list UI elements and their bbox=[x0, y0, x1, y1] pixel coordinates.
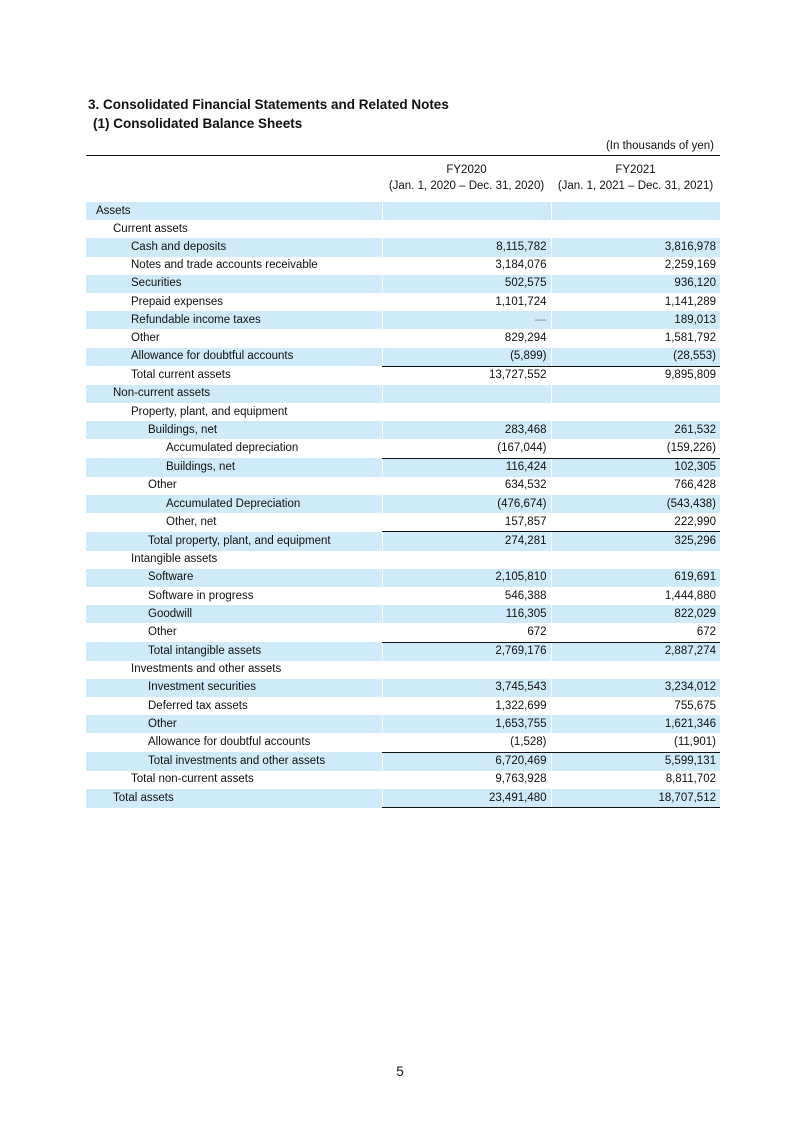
value-fy2021: 8,811,702 bbox=[551, 771, 720, 789]
value-fy2021: 3,234,012 bbox=[551, 679, 720, 697]
table-row bbox=[86, 275, 720, 293]
value-fy2020: 672 bbox=[382, 623, 551, 642]
value-fy2020: 283,468 bbox=[382, 421, 551, 439]
value-fy2020: 116,424 bbox=[382, 458, 551, 477]
value-fy2021: 222,990 bbox=[551, 513, 720, 532]
row-label: Property, plant, and equipment bbox=[131, 405, 288, 418]
row-label: Goodwill bbox=[86, 605, 382, 623]
value-fy2020: 2,105,810 bbox=[382, 569, 551, 587]
value-fy2021: 619,691 bbox=[551, 569, 720, 587]
value-fy2021: 1,581,792 bbox=[551, 329, 720, 347]
value-fy2021 bbox=[551, 220, 720, 238]
table-row bbox=[86, 403, 720, 421]
value-fy2020: 274,281 bbox=[382, 532, 551, 551]
table-row bbox=[86, 642, 720, 661]
section-heading: 3. Consolidated Financial Statements and Related Notes bbox=[88, 97, 449, 112]
row-label: Accumulated depreciation bbox=[166, 442, 299, 455]
row-label: Other bbox=[148, 479, 177, 492]
value-fy2021 bbox=[551, 385, 720, 403]
value-fy2020: 157,857 bbox=[382, 513, 551, 532]
row-label: Investments and other assets bbox=[131, 663, 282, 676]
row-label: Deferred tax assets bbox=[148, 699, 248, 712]
value-fy2021: 1,621,346 bbox=[551, 715, 720, 733]
row-label: Allowance for doubtful accounts bbox=[148, 736, 311, 749]
row-label: Software bbox=[86, 569, 382, 587]
row-label: Total property, plant, and equipment bbox=[86, 532, 382, 551]
table-row bbox=[86, 293, 720, 311]
col-fy2020-period: (Jan. 1, 2020 – Dec. 31, 2020) bbox=[382, 178, 551, 201]
value-fy2021: 189,013 bbox=[551, 311, 720, 329]
value-fy2020: 502,575 bbox=[382, 275, 551, 293]
table-row bbox=[86, 532, 720, 551]
row-label: Other bbox=[131, 331, 160, 344]
value-fy2020: 1,322,699 bbox=[382, 697, 551, 715]
value-fy2020: 13,727,552 bbox=[382, 366, 551, 385]
table-row bbox=[86, 311, 720, 329]
header-row-years bbox=[86, 156, 720, 179]
row-label: Buildings, net bbox=[86, 458, 382, 477]
header-row-periods bbox=[86, 178, 720, 201]
row-label: Total current assets bbox=[131, 369, 231, 382]
row-label: Buildings, net bbox=[86, 421, 382, 439]
row-label: Cash and deposits bbox=[86, 238, 382, 256]
table-row bbox=[86, 605, 720, 623]
value-fy2020: (167,044) bbox=[382, 439, 551, 458]
table-row bbox=[86, 715, 720, 733]
value-fy2020: (1,528) bbox=[382, 733, 551, 752]
value-fy2021: (11,901) bbox=[551, 733, 720, 752]
value-fy2021: 9,895,809 bbox=[551, 366, 720, 385]
row-label: Intangible assets bbox=[131, 553, 218, 566]
value-fy2020: 829,294 bbox=[382, 329, 551, 347]
row-label: Accumulated Depreciation bbox=[86, 495, 382, 513]
table-row bbox=[86, 439, 720, 458]
value-fy2021: 755,675 bbox=[551, 697, 720, 715]
row-label: Total assets bbox=[86, 789, 382, 808]
value-fy2021: 5,599,131 bbox=[551, 752, 720, 771]
page-number: 5 bbox=[396, 1064, 404, 1079]
row-label: Investment securities bbox=[86, 679, 382, 697]
row-label: Other, net bbox=[166, 516, 217, 529]
balance-sheet-heading: (1) Consolidated Balance Sheets bbox=[93, 116, 303, 131]
table-row bbox=[86, 348, 720, 367]
table-row bbox=[86, 458, 720, 477]
row-label: Notes and trade accounts receivable bbox=[131, 259, 318, 272]
table-row bbox=[86, 771, 720, 789]
table-row bbox=[86, 385, 720, 403]
value-fy2021: 325,296 bbox=[551, 532, 720, 551]
value-fy2021: 936,120 bbox=[551, 275, 720, 293]
value-fy2020 bbox=[382, 551, 551, 569]
table-row bbox=[86, 421, 720, 439]
value-fy2021: 3,816,978 bbox=[551, 238, 720, 256]
table-row bbox=[86, 697, 720, 715]
row-label: Securities bbox=[86, 275, 382, 293]
row-label: Total investments and other assets bbox=[86, 752, 382, 771]
value-fy2021: 1,444,880 bbox=[551, 587, 720, 605]
value-fy2021 bbox=[551, 551, 720, 569]
value-fy2021 bbox=[551, 661, 720, 679]
table-row bbox=[86, 257, 720, 275]
value-fy2021: 102,305 bbox=[551, 458, 720, 477]
header-label-cell bbox=[86, 156, 382, 179]
value-fy2021: 2,259,169 bbox=[551, 257, 720, 275]
value-fy2020 bbox=[382, 385, 551, 403]
value-fy2021: 18,707,512 bbox=[551, 789, 720, 808]
table-row bbox=[86, 238, 720, 256]
value-fy2020: 3,184,076 bbox=[382, 257, 551, 275]
unit-note: (In thousands of yen) bbox=[605, 140, 714, 152]
row-label: Other bbox=[148, 626, 177, 639]
table-row bbox=[86, 679, 720, 697]
value-fy2021: (28,553) bbox=[551, 348, 720, 367]
row-label: Prepaid expenses bbox=[131, 295, 224, 308]
value-fy2020 bbox=[382, 201, 551, 221]
table-row bbox=[86, 551, 720, 569]
header-label-cell bbox=[86, 178, 382, 201]
value-fy2020: 9,763,928 bbox=[382, 771, 551, 789]
row-label: Non-current assets bbox=[86, 385, 382, 403]
table-row bbox=[86, 220, 720, 238]
value-fy2021: 672 bbox=[551, 623, 720, 642]
value-fy2021: 822,029 bbox=[551, 605, 720, 623]
table-row bbox=[86, 661, 720, 679]
value-fy2020: (5,899) bbox=[382, 348, 551, 367]
col-fy2020: FY2020 bbox=[382, 156, 551, 179]
value-fy2020: 3,745,543 bbox=[382, 679, 551, 697]
value-fy2020: 1,653,755 bbox=[382, 715, 551, 733]
value-fy2020: 8,115,782 bbox=[382, 238, 551, 256]
value-fy2021 bbox=[551, 201, 720, 221]
value-fy2020: 546,388 bbox=[382, 587, 551, 605]
table-row bbox=[86, 733, 720, 752]
value-fy2020: 23,491,480 bbox=[382, 789, 551, 808]
value-fy2021: 261,532 bbox=[551, 421, 720, 439]
value-fy2020: 6,720,469 bbox=[382, 752, 551, 771]
row-label: Refundable income taxes bbox=[86, 311, 382, 329]
value-fy2021: 766,428 bbox=[551, 477, 720, 495]
row-label: Software in progress bbox=[148, 589, 254, 602]
table-row bbox=[86, 789, 720, 808]
table-row bbox=[86, 495, 720, 513]
row-label: Total intangible assets bbox=[86, 642, 382, 661]
table-row bbox=[86, 587, 720, 605]
table-row bbox=[86, 569, 720, 587]
row-label: Allowance for doubtful accounts bbox=[86, 348, 382, 367]
table-row bbox=[86, 623, 720, 642]
row-label: Total non-current assets bbox=[131, 773, 254, 786]
value-fy2021 bbox=[551, 403, 720, 421]
value-fy2020: (476,674) bbox=[382, 495, 551, 513]
value-fy2020: 634,532 bbox=[382, 477, 551, 495]
value-fy2020: — bbox=[382, 311, 551, 329]
table-row bbox=[86, 752, 720, 771]
balance-sheet-table bbox=[86, 155, 720, 808]
row-label: Other bbox=[86, 715, 382, 733]
value-fy2020: 116,305 bbox=[382, 605, 551, 623]
value-fy2020 bbox=[382, 661, 551, 679]
row-label: Assets bbox=[86, 201, 382, 221]
value-fy2021: (543,438) bbox=[551, 495, 720, 513]
table-row bbox=[86, 201, 720, 221]
table-row bbox=[86, 366, 720, 385]
col-fy2021-period: (Jan. 1, 2021 – Dec. 31, 2021) bbox=[551, 178, 720, 201]
row-label: Current assets bbox=[113, 222, 188, 235]
value-fy2021: (159,226) bbox=[551, 439, 720, 458]
table-row bbox=[86, 329, 720, 347]
value-fy2021: 1,141,289 bbox=[551, 293, 720, 311]
col-fy2021: FY2021 bbox=[551, 156, 720, 179]
table-row bbox=[86, 477, 720, 495]
value-fy2021: 2,887,274 bbox=[551, 642, 720, 661]
value-fy2020 bbox=[382, 220, 551, 238]
value-fy2020 bbox=[382, 403, 551, 421]
table-row bbox=[86, 513, 720, 532]
value-fy2020: 2,769,176 bbox=[382, 642, 551, 661]
value-fy2020: 1,101,724 bbox=[382, 293, 551, 311]
